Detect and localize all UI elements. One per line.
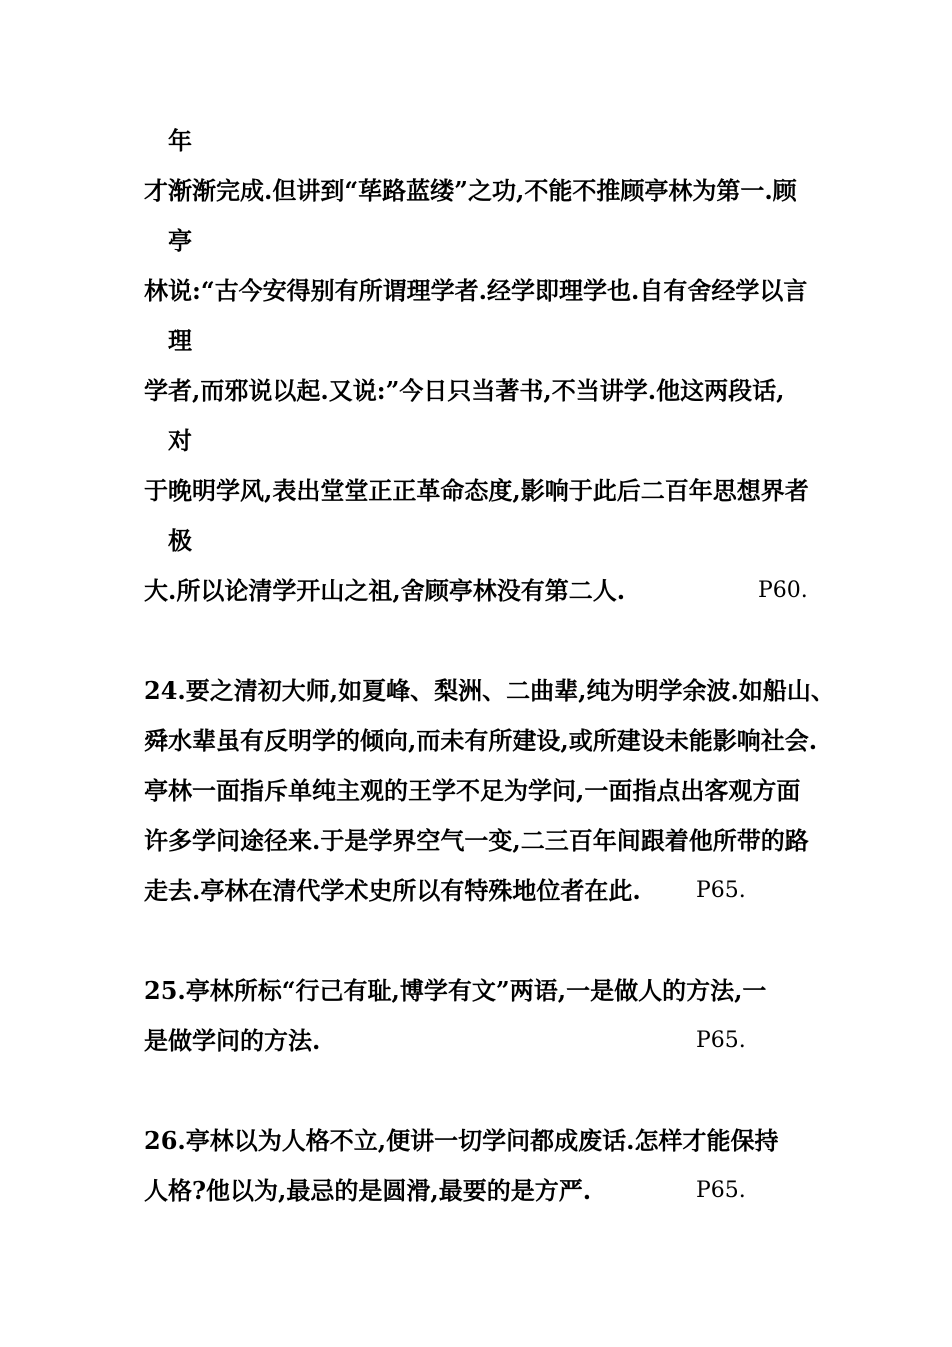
- text-line: 才渐渐完成.但讲到“荜路蓝缕”之功,不能不推顾亭林为第一.顾: [144, 176, 797, 205]
- text-line: 25.亭林所标“行己有耻,博学有文”两语,一是做人的方法,一: [144, 976, 767, 1005]
- text-line: 对: [168, 426, 192, 455]
- text-line: 林说:“古今安得别有所谓理学者.经学即理学也.自有舍经学以言: [144, 276, 808, 305]
- page-reference: P65.: [696, 1028, 746, 1053]
- text-line: 是做学问的方法.: [144, 1026, 321, 1055]
- text-line: 走去.亭林在清代学术史所以有特殊地位者在此.: [144, 876, 641, 905]
- text-line: 亭林一面指斥单纯主观的王学不足为学问,一面指点出客观方面: [144, 776, 801, 805]
- text-line: 26.亭林以为人格不立,便讲一切学问都成废话.怎样才能保持: [144, 1126, 779, 1155]
- text-line: 24.要之清初大师,如夏峰、梨洲、二曲辈,纯为明学余波.如船山、: [144, 676, 835, 705]
- text-line: 极: [168, 526, 192, 555]
- page-reference: P65.: [696, 878, 746, 903]
- text-line: 学者,而邪说以起.又说:”今日只当著书,不当讲学.他这两段话,: [144, 376, 785, 405]
- text-line: 大.所以论清学开山之祖,舍顾亭林没有第二人.: [144, 576, 626, 605]
- text-line: 亭: [168, 226, 192, 255]
- text-line: 舜水辈虽有反明学的倾向,而未有所建设,或所建设未能影响社会.: [144, 726, 818, 755]
- text-line: 理: [168, 326, 192, 355]
- page-reference: P60.: [758, 578, 808, 603]
- text-line: 许多学问途径来.于是学界空气一变,二三百年间跟着他所带的路: [144, 826, 809, 855]
- text-line: 年: [168, 126, 192, 155]
- text-line: 于晚明学风,表出堂堂正正革命态度,影响于此后二百年思想界者: [144, 476, 809, 505]
- text-line: 人格?他以为,最忌的是圆滑,最要的是方严.: [144, 1176, 592, 1205]
- page-reference: P65.: [696, 1178, 746, 1203]
